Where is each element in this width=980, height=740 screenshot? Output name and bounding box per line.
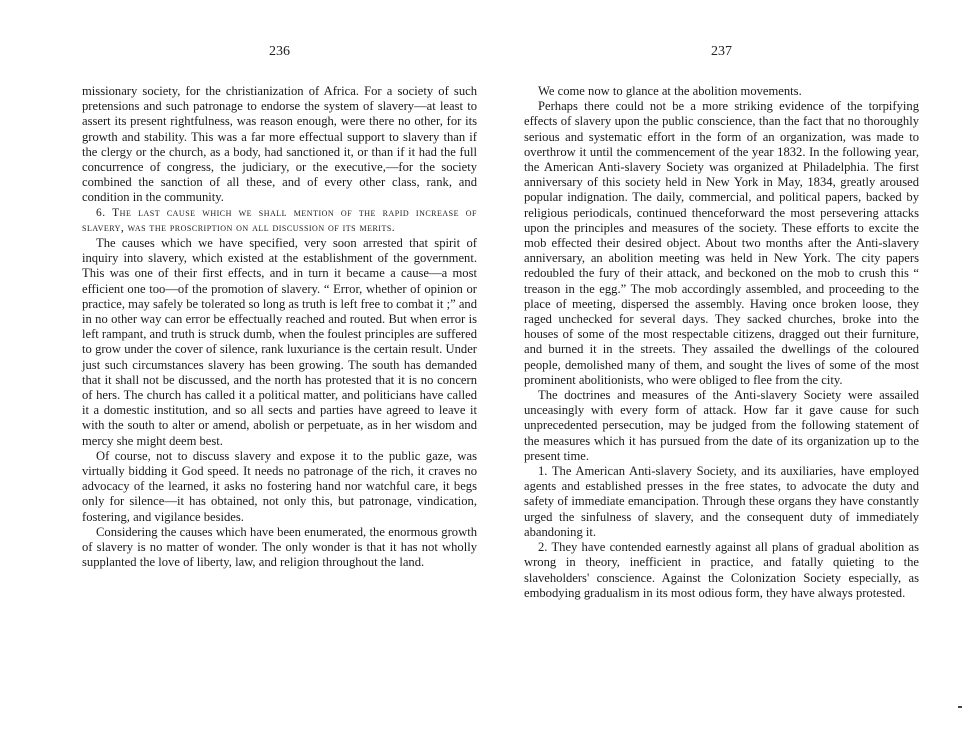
page-number-left: 236 (269, 44, 290, 59)
margin-mark (958, 706, 962, 708)
paragraph: The causes which we have specified, very soon arrested that spirit of inquiry into slavery, which existed at the establishment of the government. This was one of their first effects, and in turn it became a cause—a most efficient one too—of the promotion of slavery. “ Error, whether of opinion or practice, may safely be tolerated so long as truth is left free to combat it ;” and in no other way can error be effectually reached and routed. But when error is left rampant, and truth is struck dumb, when the foulest principles are suffered to grow under the cover of silence, rank luxuriance is the certain result. Under just such circumstances slavery has been growing. The south has demanded that it shall not be discussed, and the north has protested that it is no concern of hers. The church has called it a political matter, and politicians have called it a domestic institution, and so all sects and parties have agreed to leave it with the south to alter or amend, abolish or perpetuate, as in her wisdom and mercy she might deem best. (82, 236, 477, 448)
paragraph: 2. They have contended earnestly against all plans of gradual abolition as wrong in theory, inefficient in practice, and fatally quieting to the slaveholders' conscience. Against the Colonization Society especially, as embodying gradualism in its most odious form, they have always protested. (524, 540, 919, 600)
paragraph: missionary society, for the christianization of Africa. For a society of such pretensions and such patronage to endorse the system of slavery—at least to assert its present rightfulness, was reason enough, were there no other, for its growth and stability. This was a far more effectual support to slavery than if the clergy or the church, as a body, had sanctioned it, or than if it had the full concurrence of congress, the judiciary, or the executive,—for the society combined the sanction of all these, and of every other class, rank, and condition in the community. (82, 84, 477, 205)
page-number-right: 237 (711, 44, 732, 59)
right-page-text (524, 84, 919, 601)
paragraph: Considering the causes which have been enumerated, the enormous growth of slavery is no matter of wonder. The only wonder is that it has not wholly supplanted the love of liberty, law, and religion throughout the land. (82, 524, 477, 570)
left-page-text (82, 84, 477, 571)
paragraph: Of course, not to discuss slavery and expose it to the public gaze, was virtually bidding it God speed. It needs no patronage of the rich, it craves no advocacy of the learned, it asks no fostering hand nor watchful care, it begs only for silence—it has obtained, not only this, but patronage, vindication, fostering, and vigilance besides. (82, 448, 477, 524)
paragraph: Perhaps there could not be a more striking evidence of the torpifying effects of slavery upon the public conscience, than the fact that no thoroughly serious and systematic effort in the form of an organization, was made to overthrow it until the commencement of the year 1832. In the following year, the American Anti-slavery Society was organized at Philadelphia. The first anniversary of this society held in New York in May, 1834, greatly aroused popular indignation. The daily, commercial, and political papers, backed by religious periodicals, continued thenceforward the most persevering attacks upon the principles and measures of the society. These efforts to excite the mob effected their desired object. About two months after the Anti-slavery anniversary, an abolition meeting was held in New York. The city papers redoubled the fury of their attack, and beckoned on the mob to crush this “ treason in the egg.” The mob accordingly assembled, and proceeding to the place of meeting, dispersed the assembly. Having once broken loose, they raged unchecked for several days. They sacked churches, broke into the houses of some of the most respectable citizens, dragged out their furniture, and burned it in the streets. They assailed the dwellings of the coloured people, demolished many of them, and sought the lives of some of the most prominent abolitionists, who were obliged to flee from the city. (524, 99, 919, 387)
section-heading: 6. The last cause which we shall mention of the rapid increase of slavery, was the proscription on all discussion of its merits. (82, 206, 477, 234)
paragraph: 1. The American Anti-slavery Society, and its auxiliaries, have employed agents and established presses in the free states, to advocate the duty and safety of immediate emancipation. Through these organs they have constantly urged the sinfulness of slavery, and the consequent duty of immediately abandoning it. (524, 464, 919, 539)
paragraph: We come now to glance at the abolition movements. (538, 84, 802, 98)
paragraph: The doctrines and measures of the Anti-slavery Society were assailed unceasingly with every form of attack. How far it gave cause for such unprecedented persecution, may be judged from the following statement of the measures which it has pursued from the date of its organization up to the present time. (524, 388, 919, 463)
